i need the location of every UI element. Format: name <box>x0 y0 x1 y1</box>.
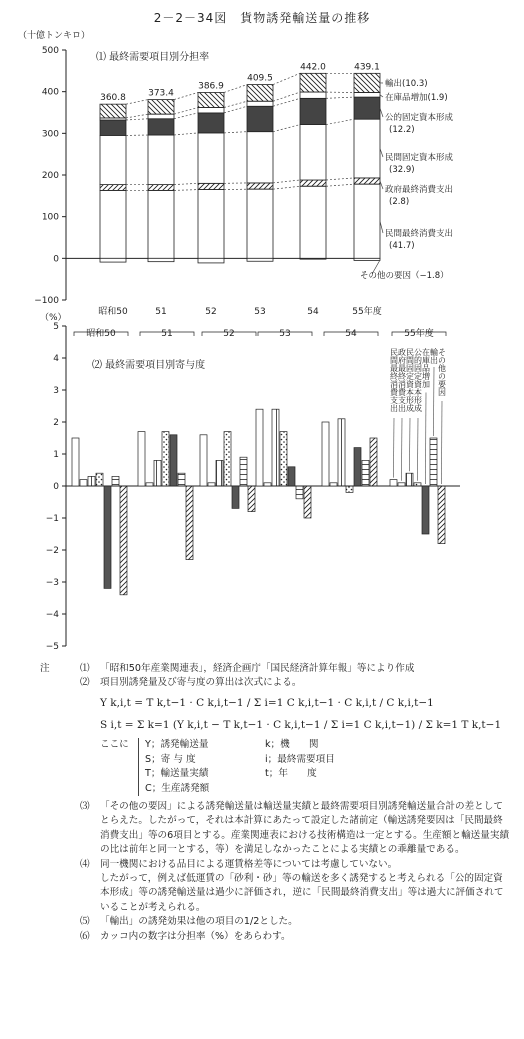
series-legend-label: 輸出 <box>429 348 439 364</box>
contribution-bar <box>370 438 377 486</box>
legend-leader <box>402 418 403 481</box>
note-3: 「その他の要因」による誘発輸送量は輸送量実績と最終需要項目別誘発輸送量合計の差としてとらえた。したがって，それは本計算にあたって設定した諸前定（輸送誘発要因は「民間最終消費支出」等の6項目とする。産業関連表における技術構造は一定とする。生産額と輸送量実績の比は前年と同一とする，等）を満足しなかったことによる実績との乖離量である。 <box>100 801 510 856</box>
bar-segment <box>198 190 224 259</box>
bar-segment <box>100 185 126 191</box>
contribution-chart <box>0 308 524 658</box>
y-tick-label: −100 <box>34 296 59 306</box>
y-tick-label: 3 <box>53 386 59 396</box>
series-share: (41.7) <box>389 241 415 251</box>
contribution-bar <box>390 480 397 486</box>
label-leader <box>380 221 383 233</box>
formula-s: S i,t = Σ k=1 (Y k,i,t − T k,t−1 · C k,i,t−1 / Σ i=1 C k,i,t−1) / Σ k=1 T k,t−1 <box>100 718 502 731</box>
contribution-bar <box>240 457 247 486</box>
y-tick-label: −5 <box>45 642 59 652</box>
bar-segment <box>100 135 126 184</box>
contribution-bar <box>296 486 303 499</box>
definition: S；寄 与 度 <box>145 753 196 765</box>
connector-line <box>224 101 247 107</box>
connector-line <box>326 178 354 180</box>
bar-segment <box>148 114 174 119</box>
bar-segment <box>148 135 174 185</box>
note-3-number: ⑶ <box>80 801 90 813</box>
definition: t；年 度 <box>265 768 317 780</box>
contribution-bar <box>280 432 287 486</box>
contribution-bar <box>346 486 353 492</box>
contribution-bar <box>338 419 345 486</box>
contribution-bar <box>406 473 413 486</box>
total-label: 386.9 <box>198 81 224 92</box>
definition: T；輸送量実績 <box>145 768 209 780</box>
y-tick-label: −4 <box>45 610 59 620</box>
symbol-definitions <box>100 738 510 796</box>
contribution-bar <box>208 483 215 486</box>
y-axis-unit: （%） <box>40 313 67 323</box>
bar-segment <box>247 183 273 189</box>
legend-leader <box>394 418 395 478</box>
bar-segment <box>300 125 326 180</box>
connector-line <box>174 108 198 115</box>
note-1-number: ⑴ <box>80 663 90 674</box>
connector-line <box>174 133 198 135</box>
bar-segment <box>148 190 174 258</box>
contribution-bar <box>224 432 231 486</box>
contribution-bar <box>112 476 119 486</box>
series-legend-label: 民間最終消費支出 <box>389 348 399 412</box>
note-4-continued: したがって，例えば低運賃の「砂利・砂」等の輸送を多く誘発すると考えられる「公的固定資本形成」等の誘発輸送量は過少に評価され，逆に「民間最終消費支出」等は過大に評価されていることが考えられる。 <box>100 872 504 913</box>
series-label: 在庫品増加(1.9) <box>385 93 448 103</box>
label-leader <box>380 108 383 117</box>
contribution-bar <box>362 460 369 486</box>
y-tick-label: 300 <box>41 129 59 140</box>
note-6-number: ⑹ <box>80 930 90 942</box>
notes-label: 注 <box>40 663 50 674</box>
series-legend-label: 民間固定資本形成 <box>405 348 415 412</box>
contribution-bar <box>354 448 361 486</box>
contribution-bar <box>322 422 329 486</box>
total-label: 442.0 <box>300 62 326 73</box>
bar-segment <box>354 73 380 92</box>
legend-leader <box>426 393 427 485</box>
y-tick-label: 200 <box>41 171 59 181</box>
bar-segment <box>300 92 326 98</box>
contribution-bar <box>264 483 271 486</box>
series-label: 政府最終消費支出 <box>385 185 454 195</box>
label-leader <box>380 95 383 97</box>
total-label: 439.1 <box>354 62 380 73</box>
connector-line <box>224 106 247 113</box>
connector-line <box>273 180 300 183</box>
connector-line <box>273 92 300 101</box>
x-category-label: 昭和50 <box>86 329 116 339</box>
connector-line <box>273 125 300 132</box>
bar-segment <box>247 132 273 183</box>
contribution-bar <box>154 460 161 486</box>
note-2: 項目別誘発量及び寄与度の算出は次式による。 <box>100 677 302 689</box>
definition: i；最終需要項目 <box>265 753 335 765</box>
total-label: 360.8 <box>100 93 126 104</box>
y-tick-label: −3 <box>45 578 59 588</box>
x-category-label: 55年度 <box>404 329 434 339</box>
bar-segment <box>300 98 326 124</box>
note-4-number: ⑷ <box>80 858 90 870</box>
legend-leader <box>418 418 419 481</box>
series-share: (32.9) <box>389 165 415 175</box>
definition: k；機 関 <box>265 739 319 751</box>
bar-segment <box>247 101 273 106</box>
connector-line <box>126 119 148 120</box>
connector-line <box>126 114 148 118</box>
contribution-bar <box>162 432 169 486</box>
share-chart <box>0 28 524 318</box>
x-category-label: 53 <box>279 329 291 339</box>
notes <box>40 662 510 944</box>
bar-segment-negative <box>354 258 380 260</box>
bar-segment <box>354 93 380 98</box>
series-label: 輸出(10.3) <box>385 79 428 89</box>
series-legend-label: その他の要因 <box>437 348 447 396</box>
note-5: 「輸出」の誘発効果は他の項目の1/2とした。 <box>100 916 298 928</box>
total-label: 409.5 <box>247 73 273 84</box>
contribution-bar <box>414 483 421 486</box>
bar-segment <box>198 133 224 183</box>
bar-segment <box>148 185 174 191</box>
bar-segment <box>198 183 224 189</box>
chart-subtitle: ⑵ 最終需要項目別寄与度 <box>92 360 206 371</box>
series-label: 民間最終消費支出 <box>385 229 454 239</box>
legend-leader <box>442 401 443 484</box>
legend-leader <box>410 418 411 471</box>
connector-line <box>326 97 354 98</box>
note-6: カッコ内の数字は分担率（%）をあらわす。 <box>100 930 291 942</box>
bar-segment <box>148 119 174 135</box>
bar-segment <box>300 73 326 92</box>
contribution-bar <box>256 409 263 486</box>
series-label: 民間固定資本形成 <box>385 153 454 163</box>
y-tick-label: 500 <box>41 46 59 56</box>
x-tick-label: 53 <box>254 307 266 317</box>
contribution-bar <box>120 486 127 595</box>
bar-segment <box>148 100 174 115</box>
contribution-bar <box>88 476 95 486</box>
bar-segment <box>247 189 273 258</box>
x-tick-label: 54 <box>307 307 319 317</box>
series-legend-label: 在庫品増加 <box>421 348 431 388</box>
y-tick-label: 5 <box>53 322 59 332</box>
contribution-bar <box>330 483 337 486</box>
connector-line <box>126 100 148 105</box>
contribution-bar <box>72 438 79 486</box>
contribution-bar <box>272 409 279 486</box>
bar-segment <box>247 85 273 102</box>
series-share: (2.8) <box>389 197 410 207</box>
x-category-label: 52 <box>223 329 235 339</box>
total-label: 373.4 <box>148 88 174 99</box>
contribution-bar <box>138 432 145 486</box>
bar-segment-negative <box>198 258 224 263</box>
connector-line <box>326 119 354 124</box>
bar-segment <box>354 119 380 178</box>
contribution-bar <box>80 480 87 486</box>
contribution-bar <box>248 486 255 512</box>
label-leader <box>380 181 383 189</box>
connector-line <box>273 73 300 84</box>
x-tick-label: 55年度 <box>352 307 382 317</box>
connector-line <box>224 132 247 133</box>
y-tick-label: 400 <box>41 87 59 98</box>
bar-segment <box>100 120 126 135</box>
bar-segment <box>354 178 380 184</box>
series-legend-label: 公的固定資本形成 <box>413 348 423 412</box>
y-tick-label: −1 <box>45 514 59 524</box>
contribution-bar <box>170 435 177 486</box>
connector-line <box>174 183 198 184</box>
contribution-bar <box>422 486 429 534</box>
bar-segment <box>300 186 326 258</box>
legend-leader <box>434 367 435 436</box>
x-tick-label: 51 <box>155 307 167 317</box>
y-tick-label: 4 <box>53 354 59 364</box>
series-share: (12.2) <box>389 125 415 135</box>
contribution-bar <box>178 473 185 486</box>
definition: C；生産誘発額 <box>145 782 210 794</box>
bar-segment <box>198 108 224 113</box>
connector-line <box>174 190 198 191</box>
series-label: その他の要因（−1.8） <box>360 271 449 281</box>
y-tick-label: 0 <box>53 482 59 492</box>
contribution-bar <box>186 486 193 560</box>
series-legend-label: 政府最終消費支出 <box>397 348 407 412</box>
bar-segment <box>354 97 380 119</box>
connector-line <box>273 186 300 189</box>
y-tick-label: 1 <box>53 450 59 460</box>
x-category-label: 51 <box>161 329 173 339</box>
chart-subtitle: ⑴ 最終需要項目別分担率 <box>96 52 210 63</box>
contribution-bar <box>430 438 437 486</box>
bar-segment-negative <box>100 258 126 262</box>
figure-title: 2－2－34図 貨物誘発輸送量の推移 <box>153 11 371 25</box>
x-tick-label: 昭和50 <box>98 307 128 317</box>
bar-segment <box>198 93 224 108</box>
contribution-bar <box>96 473 103 486</box>
contribution-bar <box>288 467 295 486</box>
bar-segment <box>300 180 326 186</box>
contribution-bar <box>232 486 239 508</box>
y-tick-label: 100 <box>41 212 59 223</box>
series-label: 公的固定資本形成 <box>385 113 454 123</box>
definition: Y；誘発輸送量 <box>145 739 209 751</box>
connector-line <box>174 93 198 100</box>
note-4: 同一機関における品目による運賃格差等については考慮していない。 <box>100 858 398 870</box>
bar-segment <box>247 106 273 131</box>
contribution-bar <box>438 486 445 544</box>
x-tick-label: 52 <box>205 307 217 317</box>
bar-segment <box>100 104 126 118</box>
bar-segment <box>198 113 224 133</box>
contribution-bar <box>104 486 111 588</box>
bar-segment-negative <box>247 258 273 261</box>
label-leader <box>380 149 383 157</box>
connector-line <box>224 85 247 93</box>
x-category-label: 54 <box>345 329 357 339</box>
y-axis-unit: （十億トンキロ） <box>18 31 91 41</box>
note-1: 「昭和50年産業関連表」，経済企画庁「国民経済計算年報」等により作成 <box>100 663 415 674</box>
contribution-bar <box>200 435 207 486</box>
contribution-bar <box>304 486 311 518</box>
note-2-number: ⑵ <box>80 677 90 689</box>
contribution-bar <box>216 460 223 486</box>
connector-line <box>326 184 354 186</box>
bar-segment-negative <box>148 258 174 261</box>
contribution-bar <box>398 483 405 486</box>
bar-segment-negative <box>300 258 326 259</box>
note-5-number: ⑸ <box>80 916 90 928</box>
bar-segment <box>100 190 126 258</box>
y-tick-label: 2 <box>53 418 59 428</box>
contribution-bar <box>146 483 153 486</box>
formula-y: Y k,i,t = T k,t−1 · C k,i,t−1 / Σ i=1 C k,i,t−1 · C k,i,t / C k,i,t−1 <box>100 696 434 709</box>
y-tick-label: 0 <box>53 254 59 265</box>
bar-segment <box>354 184 380 258</box>
y-tick-label: −2 <box>45 546 59 556</box>
definitions-label: ここに <box>100 739 129 751</box>
connector-line <box>174 113 198 119</box>
